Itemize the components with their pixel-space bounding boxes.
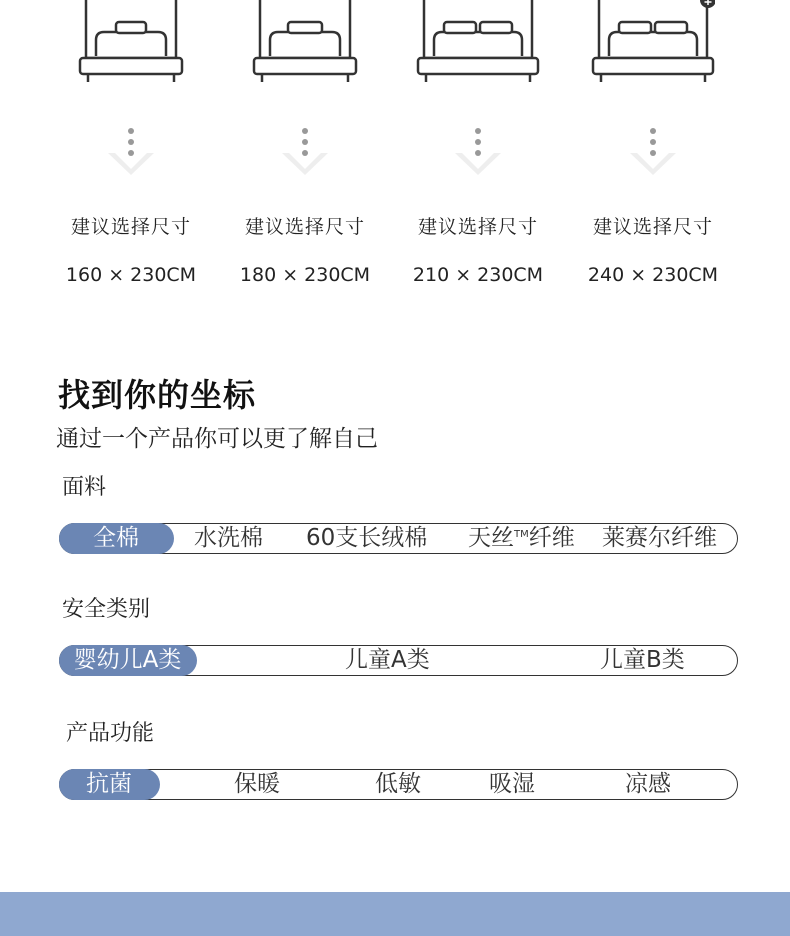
tencel-text: 天丝 [468, 525, 514, 551]
size-value: 160 × 230CM [65, 264, 197, 286]
safety-option-child-b[interactable]: 儿童B类 [600, 647, 685, 673]
size-label: 建议选择尺寸 [592, 216, 713, 238]
function-option-hypoallergenic[interactable]: 低敏 [375, 771, 421, 797]
safety-label: 安全类别 [62, 597, 151, 622]
size-label: 建议选择尺寸 [417, 216, 538, 238]
size-label: 建议选择尺寸 [244, 216, 365, 238]
fabric-option-washed-cotton[interactable]: 水洗棉 [194, 525, 263, 551]
down-arrow-icon [106, 125, 156, 177]
function-option-cooling[interactable]: 凉感 [625, 771, 671, 797]
trademark-mark: TM [514, 529, 529, 540]
fabric-option-tencel[interactable] [468, 523, 575, 554]
fabric-selector [59, 523, 738, 554]
safety-option-infant-a[interactable]: 婴幼儿A类 [59, 645, 197, 676]
size-label: 建议选择尺寸 [70, 216, 191, 238]
bed-icon [250, 0, 360, 90]
function-option-absorbent[interactable]: 吸湿 [489, 771, 535, 797]
function-selector [59, 769, 738, 800]
footer-band [0, 892, 790, 936]
bed-icon [416, 0, 540, 90]
size-value: 180 × 230CM [239, 264, 371, 286]
bed-option-2 [220, 0, 390, 286]
function-option-antibacterial[interactable]: 抗菌 [59, 769, 160, 800]
size-value: 240 × 230CM [587, 264, 719, 286]
safety-option-child-a[interactable]: 儿童A类 [345, 647, 430, 673]
section-title: 找到你的坐标 [58, 376, 257, 414]
safety-selector [59, 645, 738, 676]
function-label: 产品功能 [66, 721, 155, 746]
bed-icon [76, 0, 186, 90]
down-arrow-icon [280, 125, 330, 177]
bed-option-1 [46, 0, 216, 286]
fabric-label: 面料 [62, 475, 107, 500]
down-arrow-icon [453, 125, 503, 177]
down-arrow-icon [628, 125, 678, 177]
fabric-option-cotton[interactable]: 全棉 [59, 523, 174, 554]
size-value: 210 × 230CM [412, 264, 544, 286]
function-option-warm[interactable]: 保暖 [234, 771, 280, 797]
fabric-option-long-staple-cotton[interactable]: 60支长绒棉 [306, 525, 428, 551]
bed-option-3 [393, 0, 563, 286]
tencel-fiber-text: 纤维 [528, 525, 575, 551]
bed-icon [591, 0, 715, 90]
fabric-option-lyocell[interactable]: 莱赛尔纤维 [602, 525, 717, 551]
section-subtitle: 通过一个产品你可以更了解自己 [56, 426, 378, 452]
bed-option-4 [568, 0, 738, 286]
